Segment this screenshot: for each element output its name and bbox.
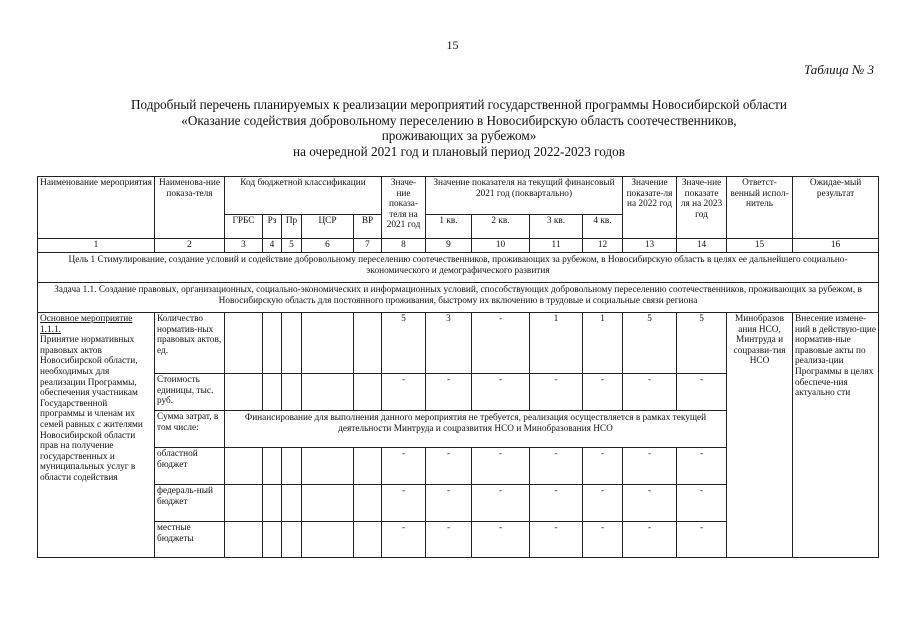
- goal-text: Цель 1 Стимулирование, создание условий и содействие добровольному переселению соотечественников, проживающих за рубежом, в Новосибирскую область в целях ее дальнейшего социально-экономического и демографического развития: [38, 253, 879, 283]
- value-cell: -: [382, 448, 426, 485]
- header-q1: 1 кв.: [426, 215, 472, 239]
- col-number: 4: [263, 239, 282, 253]
- expected-cell: Внесение измене-ний в действую-щие норматив-ные правовые акты по реализа-ции Программы в целях обеспече-ния актуально сти: [793, 313, 879, 558]
- header-indicator: Наименова-ние показа-теля: [155, 177, 225, 239]
- event-number: 1.1.1.: [40, 324, 61, 335]
- table-label: Таблица № 3: [803, 62, 874, 77]
- value-cell: -: [530, 448, 583, 485]
- header-value-2022: Значение показате-ля на 2022 год: [623, 177, 677, 239]
- value-cell: -: [583, 374, 623, 411]
- indicator-cell: федераль-ный бюджет: [155, 485, 225, 522]
- col-number: 15: [727, 239, 793, 253]
- value-cell: -: [472, 485, 530, 522]
- value-cell: -: [382, 485, 426, 522]
- vr-cell: [354, 522, 382, 558]
- value-cell: -: [426, 485, 472, 522]
- grbs-cell: [225, 522, 263, 558]
- table-row: [38, 313, 879, 374]
- value-cell: -: [623, 448, 677, 485]
- vr-cell: [354, 448, 382, 485]
- title-line-3: проживающих за рубежом»: [381, 128, 537, 144]
- header-row-1: [38, 177, 879, 215]
- grbs-cell: [225, 374, 263, 411]
- csr-cell: [302, 448, 354, 485]
- value-cell: 5: [623, 313, 677, 374]
- pr-cell: [282, 448, 302, 485]
- value-cell: -: [583, 485, 623, 522]
- col-number: 6: [302, 239, 354, 253]
- csr-cell: [302, 374, 354, 411]
- value-cell: -: [530, 522, 583, 558]
- value-cell: 5: [677, 313, 727, 374]
- col-number: 16: [793, 239, 879, 253]
- title-line-4: на очередной 2021 год и плановый период 2022-2023 годов: [293, 143, 625, 159]
- rz-cell: [263, 448, 282, 485]
- header-value-current: Значение показателя на текущий финансовый 2021 год (поквартально): [426, 177, 623, 215]
- col-number: 7: [354, 239, 382, 253]
- rz-cell: [263, 313, 282, 374]
- value-cell: -: [426, 448, 472, 485]
- csr-cell: [302, 313, 354, 374]
- pr-cell: [282, 522, 302, 558]
- value-cell: -: [623, 522, 677, 558]
- header-q4: 4 кв.: [583, 215, 623, 239]
- col-number: 1: [38, 239, 155, 253]
- header-q3: 3 кв.: [530, 215, 583, 239]
- value-cell: -: [583, 522, 623, 558]
- event-cell: [38, 313, 155, 558]
- col-number: 8: [382, 239, 426, 253]
- header-q2: 2 кв.: [472, 215, 530, 239]
- value-cell: -: [472, 313, 530, 374]
- rz-cell: [263, 522, 282, 558]
- value-cell: -: [382, 374, 426, 411]
- indicator-cell: местные бюджеты: [155, 522, 225, 558]
- header-rz: Рз: [263, 215, 282, 239]
- page-number: 15: [446, 38, 459, 52]
- vr-cell: [354, 485, 382, 522]
- task-row: [38, 283, 879, 313]
- pr-cell: [282, 374, 302, 411]
- header-csr: ЦСР: [302, 215, 354, 239]
- header-event: Наименование мероприятия: [38, 177, 155, 239]
- event-description: Принятие нормативных правовых актов Новосибирской области, необходимых для реализации Программы, обеспечения участникам Государственной программы и членам их семей равных с жителями Новосибирской области прав на получение государственных и муниципальных услуг в области содействия: [40, 335, 143, 483]
- csr-cell: [302, 485, 354, 522]
- indicator-cell: областной бюджет: [155, 448, 225, 485]
- value-cell: -: [472, 374, 530, 411]
- goal-row: [38, 253, 879, 283]
- pr-cell: [282, 485, 302, 522]
- document-title: [40, 97, 878, 159]
- col-number: 11: [530, 239, 583, 253]
- col-number: 5: [282, 239, 302, 253]
- value-cell: -: [426, 522, 472, 558]
- financing-note: Финансирование для выполнения данного мероприятия не требуется, реализация осуществляется в рамках текущей деятельности Минтруда и соцразвития НСО и Минобразования НСО: [225, 411, 727, 448]
- value-cell: -: [530, 485, 583, 522]
- value-cell: 1: [583, 313, 623, 374]
- responsible-cell: Минобразов ания НСО, Минтруда и соцразви-тия НСО: [727, 313, 793, 558]
- col-number: 9: [426, 239, 472, 253]
- grbs-cell: [225, 485, 263, 522]
- header-value-2023: Значе-ние показате ля на 2023 год: [677, 177, 727, 239]
- grbs-cell: [225, 313, 263, 374]
- header-budget-code: Код бюджетной классификации: [225, 177, 382, 215]
- value-cell: -: [623, 485, 677, 522]
- csr-cell: [302, 522, 354, 558]
- value-cell: 1: [530, 313, 583, 374]
- col-number: 13: [623, 239, 677, 253]
- value-cell: -: [382, 522, 426, 558]
- value-cell: -: [677, 374, 727, 411]
- vr-cell: [354, 313, 382, 374]
- col-number: 14: [677, 239, 727, 253]
- value-cell: 5: [382, 313, 426, 374]
- column-numbers-row: [38, 239, 879, 253]
- title-line-1: Подробный перечень планируемых к реализации мероприятий государственной программы Новосибирской области: [131, 97, 787, 112]
- vr-cell: [354, 374, 382, 411]
- indicator-cell: Стоимость единицы, тыс. руб.: [155, 374, 225, 411]
- header-vr: ВР: [354, 215, 382, 239]
- value-cell: -: [677, 448, 727, 485]
- col-number: 10: [472, 239, 530, 253]
- value-cell: -: [677, 522, 727, 558]
- value-cell: -: [472, 522, 530, 558]
- title-line-2: «Оказание содействия добровольному переселению в Новосибирскую область соотечественников,: [181, 112, 737, 128]
- header-pr: Пр: [282, 215, 302, 239]
- value-cell: -: [472, 448, 530, 485]
- value-cell: -: [426, 374, 472, 411]
- value-cell: -: [623, 374, 677, 411]
- header-grbs: ГРБС: [225, 215, 263, 239]
- grbs-cell: [225, 448, 263, 485]
- indicator-cell: Количество норматив-ных правовых актов, ед.: [155, 313, 225, 374]
- pr-cell: [282, 313, 302, 374]
- value-cell: -: [583, 448, 623, 485]
- value-cell: 3: [426, 313, 472, 374]
- events-table: [37, 176, 879, 558]
- rz-cell: [263, 485, 282, 522]
- header-value-2021: Значе-ние показа-теля на 2021 год: [382, 177, 426, 239]
- rz-cell: [263, 374, 282, 411]
- indicator-cell: Сумма затрат, в том числе:: [155, 411, 225, 448]
- header-expected: Ожидае-мый результат: [793, 177, 879, 239]
- value-cell: -: [530, 374, 583, 411]
- col-number: 3: [225, 239, 263, 253]
- col-number: 2: [155, 239, 225, 253]
- header-responsible: Ответст-венный испол-нитель: [727, 177, 793, 239]
- value-cell: -: [677, 485, 727, 522]
- event-title: Основное мероприятие: [40, 314, 133, 324]
- task-text: Задача 1.1. Создание правовых, организационных, социально-экономических и информационных условий, способствующих добровольному переселению соотечественников, проживающих за рубежом, в Новосибирскую область для постоянного проживания, быстрому их включению в трудовые и социальные связи региона: [38, 283, 879, 313]
- col-number: 12: [583, 239, 623, 253]
